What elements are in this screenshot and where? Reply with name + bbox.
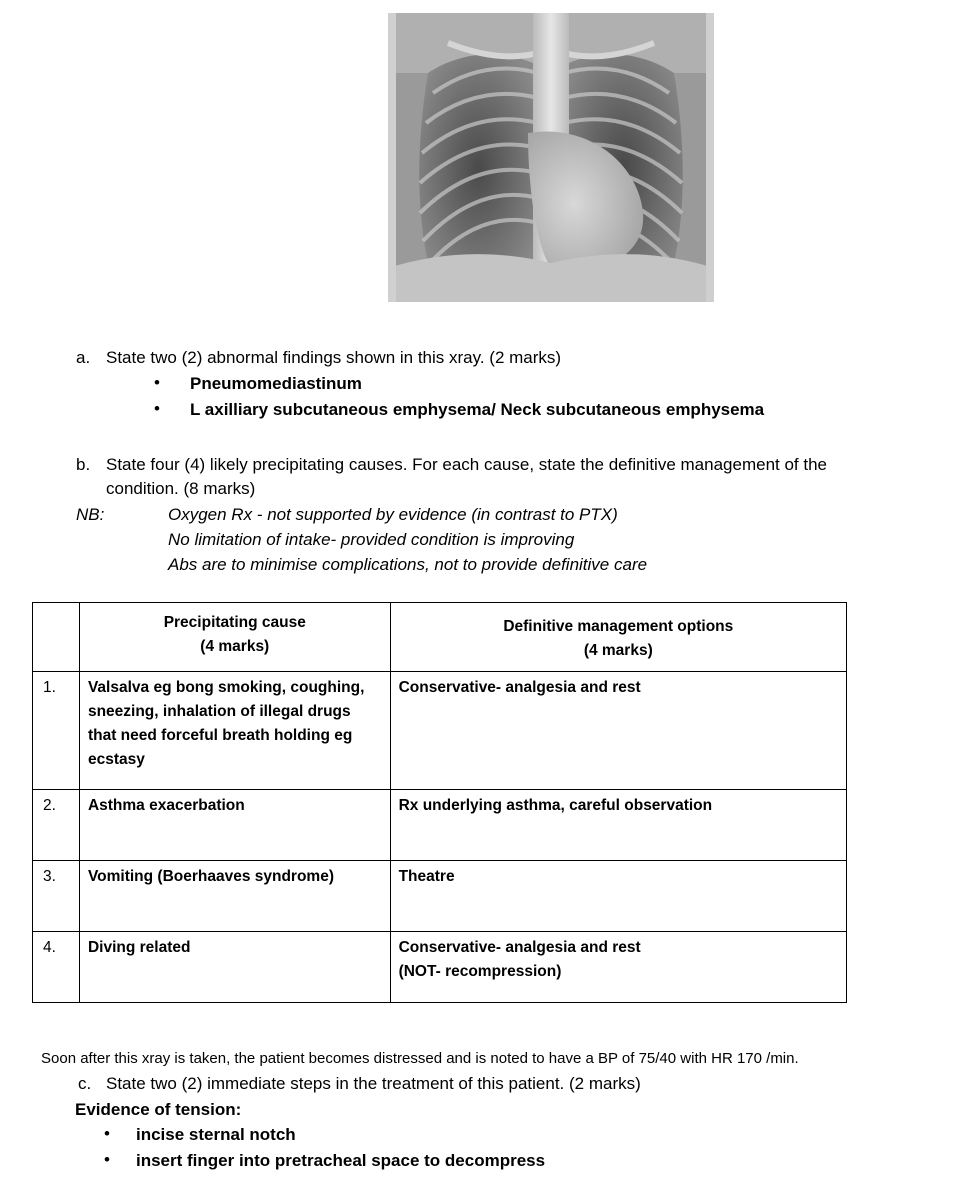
nb-label: NB:	[76, 505, 105, 524]
row-mgmt	[390, 932, 846, 1003]
row-cause: Asthma exacerbation	[79, 790, 390, 861]
chest-xray-image	[388, 13, 714, 302]
row-mgmt	[390, 672, 846, 790]
scenario-text: Soon after this xray is taken, the patient becomes distressed and is noted to have a BP of 75/40 with HR 170 /min.	[41, 1050, 799, 1067]
evidence-heading: Evidence of tension:	[75, 1100, 242, 1119]
row-mgmt-line: Rx underlying asthma, careful observation	[398, 797, 713, 814]
row-cause: Diving related	[79, 932, 390, 1003]
row-cause: Valsalva eg bong smoking, coughing, sneezing, inhalation of illegal drugs that need forceful breath holding eg ecstasy	[79, 672, 390, 790]
question-c-text: State two (2) immediate steps in the treatment of this patient. (2 marks)	[106, 1074, 641, 1093]
table-row	[33, 861, 847, 932]
row-number: 4.	[33, 932, 80, 1003]
answer-a-1: Pneumomediastinum	[190, 374, 362, 393]
question-c-label: c.	[78, 1074, 92, 1093]
causes-table	[32, 602, 847, 1003]
row-number: 1.	[33, 672, 80, 790]
header-mgmt: Definitive management options	[503, 618, 734, 635]
table-row	[33, 790, 847, 861]
question-b-text-line1: State four (4) likely precipitating causes. For each cause, state the definitive management of the	[106, 455, 827, 474]
answer-c-2: insert finger into pretracheal space to decompress	[136, 1151, 546, 1170]
bullet-dot: •	[104, 1150, 110, 1169]
row-cause: Vomiting (Boerhaaves syndrome)	[79, 861, 390, 932]
question-b-label: b.	[76, 455, 91, 474]
row-mgmt-line-2: (NOT- recompression)	[398, 963, 562, 980]
answer-c-1: incise sternal notch	[136, 1125, 296, 1144]
row-number: 3.	[33, 861, 80, 932]
question-a-label: a.	[76, 348, 91, 367]
bullet-dot: •	[154, 373, 160, 392]
row-mgmt-line: Conservative- analgesia and rest	[398, 679, 641, 696]
row-mgmt	[390, 790, 846, 861]
header-cause: Precipitating cause	[163, 614, 306, 631]
table-row	[33, 932, 847, 1003]
row-mgmt-line: Conservative- analgesia and rest	[398, 939, 641, 956]
question-b-text-line2: condition. (8 marks)	[106, 479, 256, 498]
question-a-text: State two (2) abnormal findings shown in this xray. (2 marks)	[106, 348, 562, 367]
row-mgmt-line: Theatre	[398, 868, 455, 885]
header-mgmt-marks: (4 marks)	[583, 642, 653, 659]
header-mgmt-cell	[390, 603, 846, 672]
row-number: 2.	[33, 790, 80, 861]
bullet-dot: •	[154, 399, 160, 418]
nb-line-2: No limitation of intake- provided condition is improving	[168, 530, 575, 549]
table-row	[33, 672, 847, 790]
bullet-dot: •	[104, 1124, 110, 1143]
header-cause-cell	[79, 603, 390, 672]
header-cause-marks: (4 marks)	[200, 638, 270, 655]
nb-line-3: Abs are to minimise complications, not to provide definitive care	[168, 555, 648, 574]
header-num-cell	[33, 603, 80, 672]
nb-line-1: Oxygen Rx - not supported by evidence (in contrast to PTX)	[168, 505, 618, 524]
row-mgmt	[390, 861, 846, 932]
table-header-row	[33, 603, 847, 672]
answer-a-2: L axilliary subcutaneous emphysema/ Neck subcutaneous emphysema	[190, 400, 765, 419]
